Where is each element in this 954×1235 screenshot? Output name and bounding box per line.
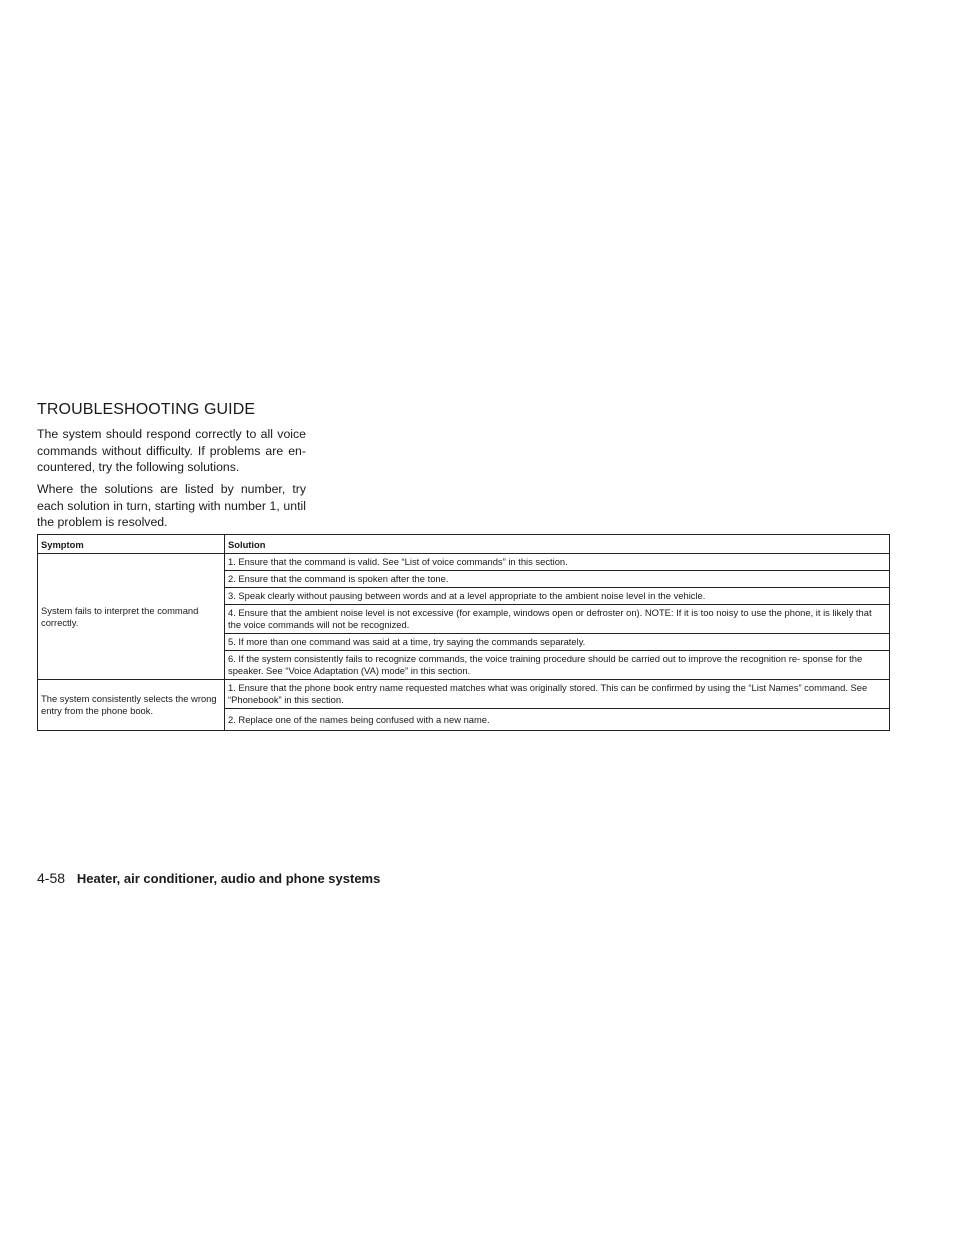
intro-paragraph: Where the solutions are listed by number, try each solution in turn, starting with number 1, until the problem is resolved. — [37, 482, 306, 529]
symptom-cell: The system consistently selects the wrong entry from the phone book. — [38, 680, 225, 731]
section-title: Heater, air conditioner, audio and phone systems — [76, 871, 381, 886]
table-header-row — [38, 535, 890, 554]
intro-paragraph: The system should respond correctly to all voice commands without difficulty. If problems are en- countered, try the following solutions. — [37, 427, 306, 474]
page-number: 4-58 — [37, 870, 66, 886]
intro-text — [37, 426, 306, 536]
solution-cell: 2. Ensure that the command is spoken after the tone. — [225, 571, 890, 588]
page-footer — [37, 870, 380, 886]
solution-cell: 4. Ensure that the ambient noise level is not excessive (for example, windows open or defroster on). NOTE: If it is too noisy to use the phone, it is likely that the voice commands will not be recognized. — [225, 605, 890, 634]
solution-cell: 1. Ensure that the command is valid. See “List of voice commands” in this section. — [225, 554, 890, 571]
column-header-symptom: Symptom — [38, 535, 225, 554]
section-heading: TROUBLESHOOTING GUIDE — [37, 401, 256, 418]
column-header-solution: Solution — [225, 535, 890, 554]
table-row — [38, 554, 890, 571]
solution-cell: 2. Replace one of the names being confused with a new name. — [225, 709, 890, 731]
solution-cell: 3. Speak clearly without pausing between words and at a level appropriate to the ambient noise level in the vehicle. — [225, 588, 890, 605]
solution-cell: 1. Ensure that the phone book entry name requested matches what was originally stored. This can be confirmed by using the “List Names” command. See “Phonebook” in this section. — [225, 680, 890, 709]
solution-cell: 6. If the system consistently fails to recognize commands, the voice training procedure should be carried out to improve the recognition re- sponse for the speaker. See “Voice Adaptation (VA) mode” in this section. — [225, 651, 890, 680]
solution-cell: 5. If more than one command was said at a time, try saying the commands separately. — [225, 634, 890, 651]
symptom-cell: System fails to interpret the command correctly. — [38, 554, 225, 680]
table-row — [38, 680, 890, 709]
troubleshooting-table — [37, 534, 890, 731]
